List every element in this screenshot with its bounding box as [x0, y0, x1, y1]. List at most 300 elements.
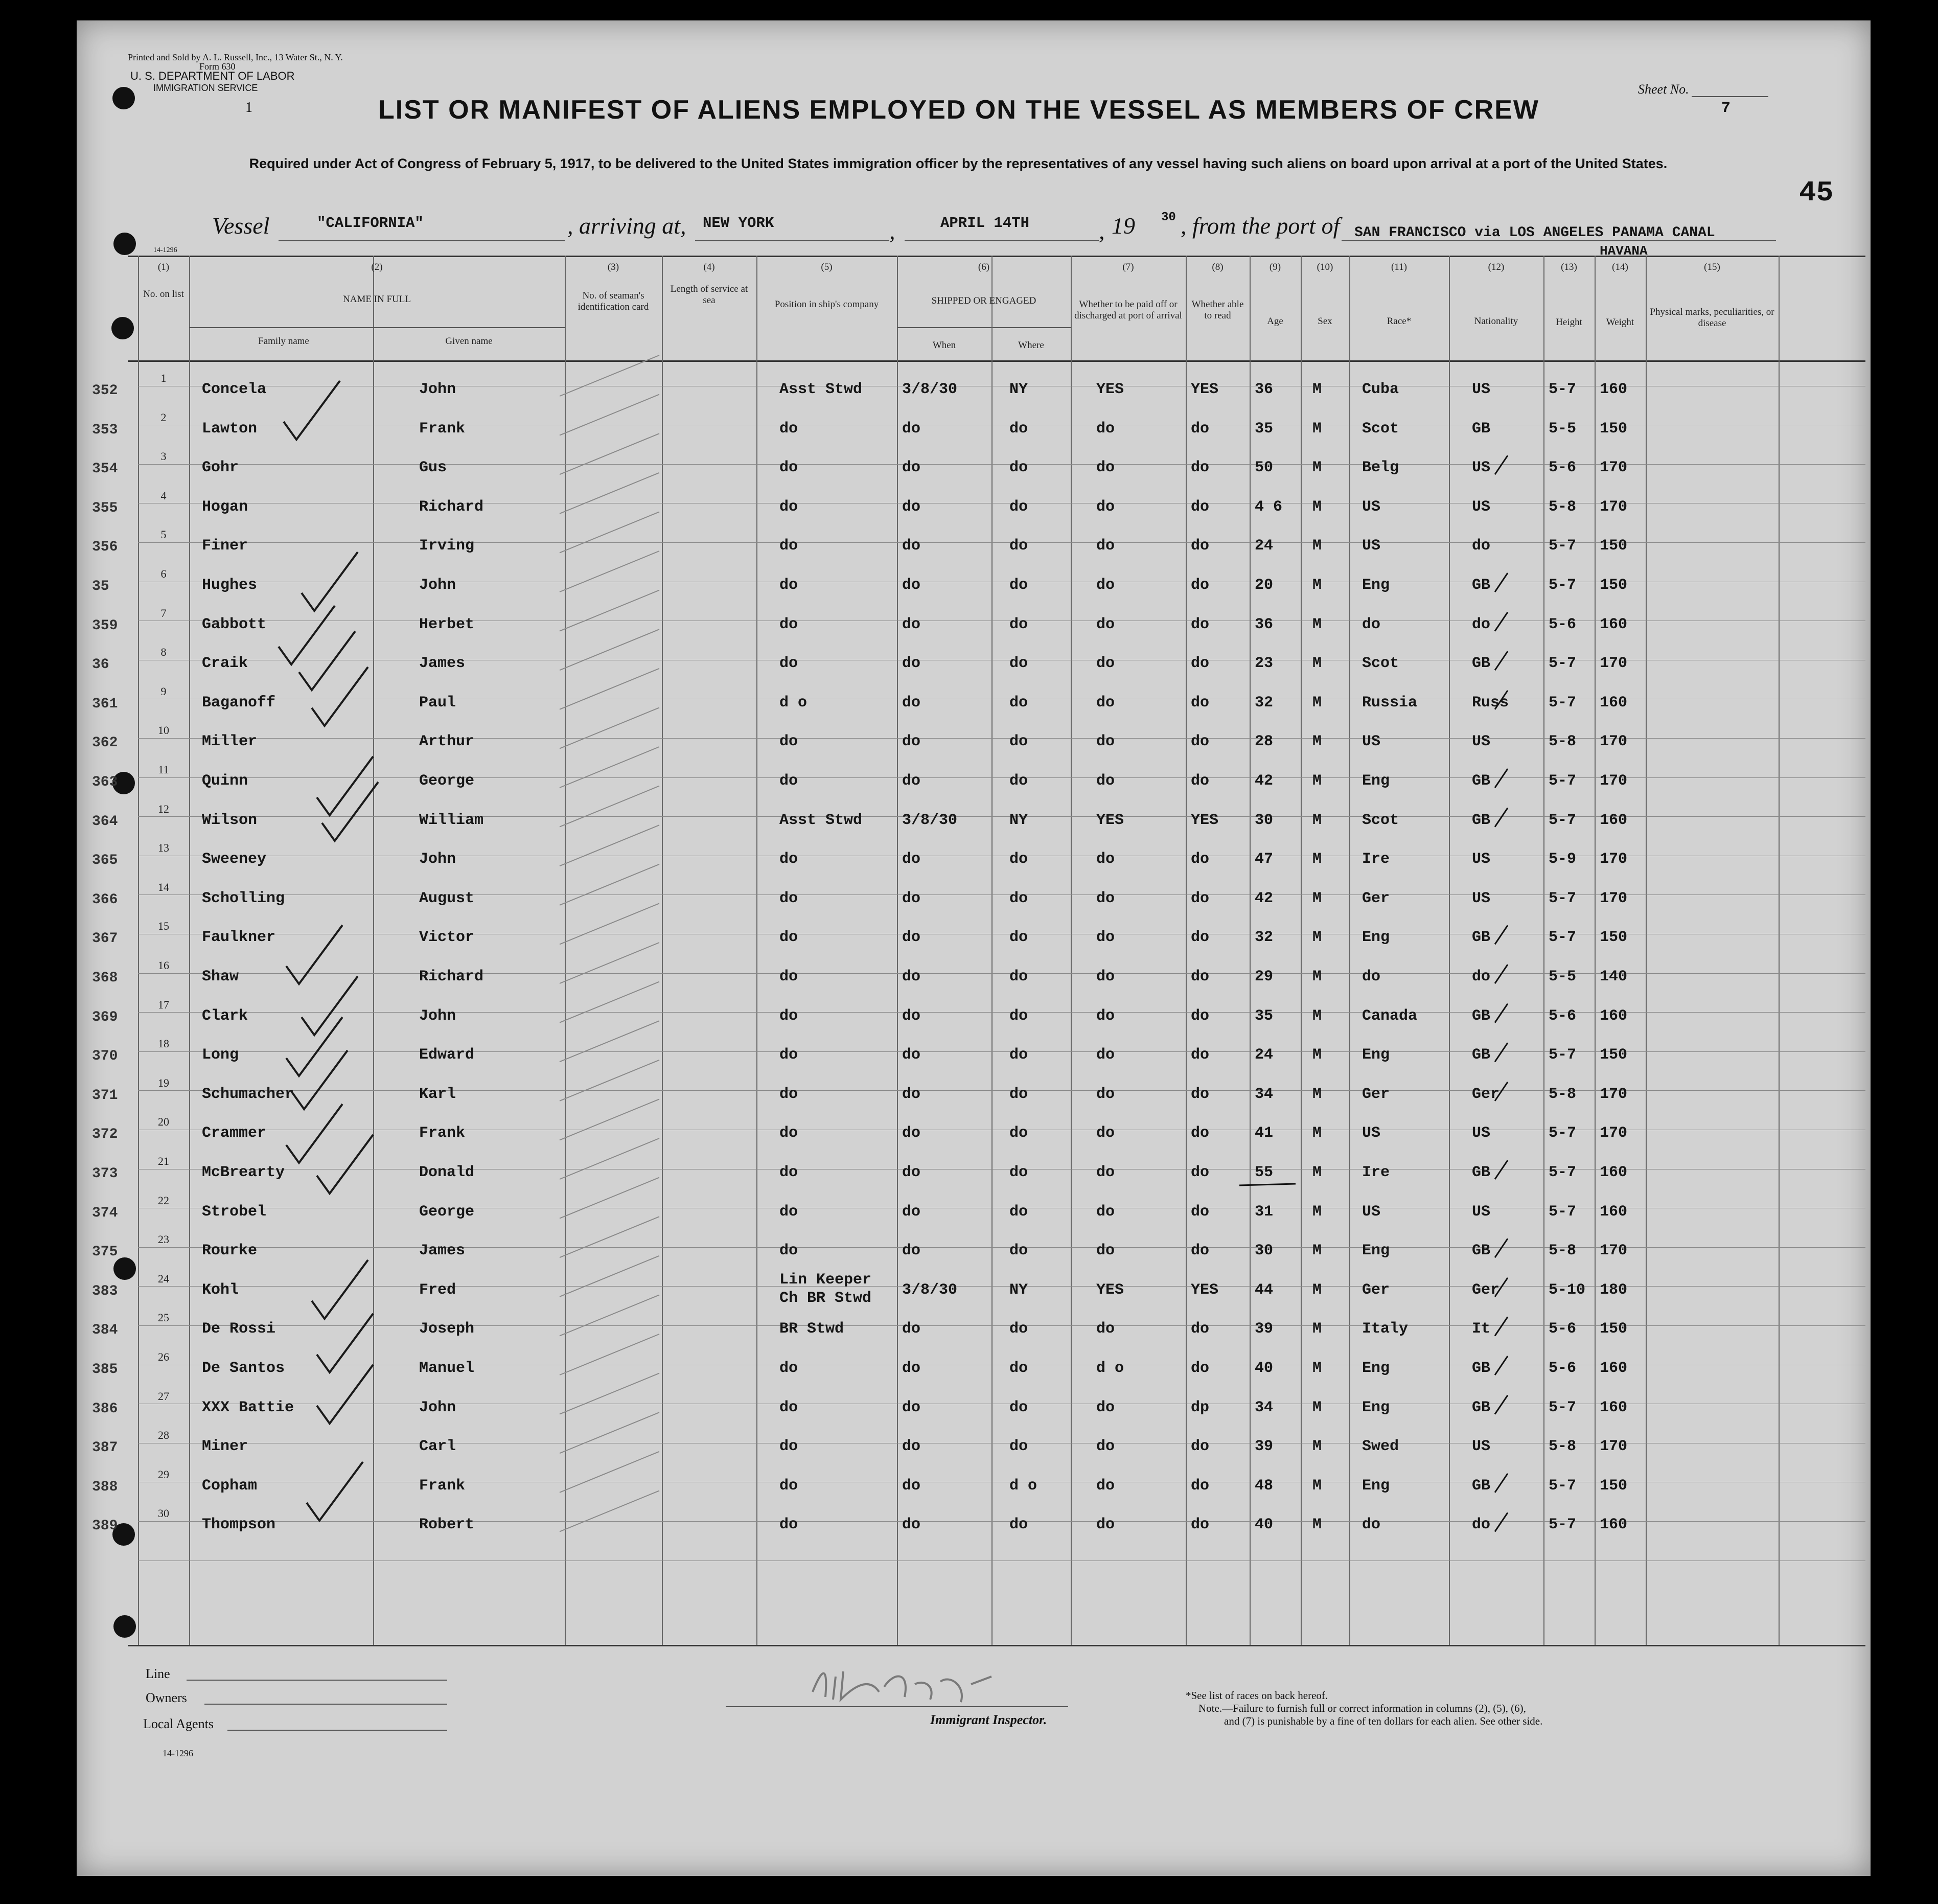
- cell-family: Rourke: [202, 1242, 258, 1260]
- cell-age: 35: [1255, 1007, 1274, 1025]
- row-annotation: 359: [92, 617, 118, 634]
- cell-nat: US: [1472, 498, 1491, 516]
- cell-where: d o: [1009, 1477, 1037, 1495]
- cell-weight: 160: [1600, 1360, 1628, 1377]
- cell-read: do: [1191, 1164, 1210, 1181]
- cell-position: do: [779, 1398, 798, 1416]
- cell-age: 4 6: [1255, 498, 1283, 516]
- cell-nat: It: [1472, 1320, 1491, 1338]
- cell-nat: do: [1472, 615, 1491, 633]
- cell-read: do: [1191, 1085, 1210, 1103]
- cell-where: do: [1009, 1438, 1028, 1456]
- cell-nat: GB: [1472, 929, 1491, 947]
- pencil-slash: [560, 982, 659, 1023]
- column-number: (14): [1612, 262, 1628, 272]
- cell-paid: do: [1096, 733, 1115, 751]
- row-number: 9: [160, 684, 167, 698]
- cell-race: US: [1362, 1203, 1381, 1221]
- cell-when: do: [902, 1125, 921, 1142]
- cell-nat: GB: [1472, 1164, 1491, 1181]
- cell-position: do: [779, 1438, 798, 1456]
- row-annotation: 368: [92, 970, 118, 986]
- cell-paid: do: [1096, 1477, 1115, 1495]
- cell-given: Joseph: [419, 1320, 475, 1338]
- cell-sex: M: [1312, 1320, 1322, 1338]
- cell-weight: 150: [1600, 1477, 1628, 1495]
- cell-where: do: [1009, 1007, 1028, 1025]
- cell-position: do: [779, 1477, 798, 1495]
- nationality-tick: [1495, 1317, 1508, 1336]
- cell-family: XXX Battie: [202, 1398, 294, 1416]
- cell-age: 34: [1255, 1398, 1274, 1416]
- pencil-slash: [560, 786, 659, 827]
- cell-where: do: [1009, 694, 1028, 712]
- cell-given: Frank: [419, 1477, 466, 1495]
- pencil-slash: [560, 1138, 659, 1179]
- cell-sex: M: [1312, 1046, 1322, 1064]
- cell-weight: 140: [1600, 968, 1628, 985]
- row-number: 21: [158, 1155, 169, 1167]
- cell-sex: M: [1312, 459, 1322, 477]
- pencil-slash: [560, 943, 659, 983]
- cell-weight: 170: [1600, 1085, 1628, 1103]
- age-underline: [1239, 1184, 1296, 1185]
- cell-position-2: Ch BR Stwd: [779, 1289, 872, 1307]
- row-number: 4: [160, 489, 167, 502]
- cell-sex: M: [1312, 1281, 1322, 1299]
- row-annotation: 389: [92, 1518, 118, 1534]
- cell-paid: do: [1096, 772, 1115, 790]
- cell-race: US: [1362, 733, 1381, 751]
- cell-family: Clark: [202, 1007, 248, 1025]
- nationality-tick: [1495, 1512, 1508, 1531]
- inspector-signature: [807, 1656, 1022, 1712]
- arriving-label: , arriving at,: [567, 213, 686, 239]
- cell-where: do: [1009, 1360, 1028, 1377]
- row-number: 11: [158, 763, 169, 776]
- cell-position: do: [779, 1242, 798, 1260]
- cell-when: do: [902, 968, 921, 985]
- cell-age: 50: [1255, 459, 1274, 477]
- bottom-form-code: 14-1296: [163, 1748, 193, 1758]
- cell-given: Karl: [419, 1085, 456, 1103]
- agents-label: Local Agents: [143, 1716, 214, 1731]
- cell-position: do: [779, 772, 798, 790]
- nationality-tick: [1495, 808, 1508, 827]
- cell-family: Wilson: [202, 811, 258, 829]
- row-number: 2: [160, 410, 167, 424]
- column-header: Physical marks, peculiarities, or disease: [1650, 307, 1774, 329]
- cell-weight: 160: [1600, 1007, 1628, 1025]
- cell-race: US: [1362, 537, 1381, 555]
- row-annotation: 367: [92, 931, 118, 947]
- cell-nat: US: [1472, 1203, 1491, 1221]
- column-header: Position in ship's company: [774, 299, 879, 310]
- penalty-note-1: Note.—Failure to furnish full or correct information in columns (2), (5), (6),: [1198, 1702, 1526, 1714]
- cell-position: do: [779, 1203, 798, 1221]
- cell-weight: 160: [1600, 694, 1628, 712]
- cell-age: 28: [1255, 733, 1274, 751]
- cell-position: do: [779, 1046, 798, 1064]
- cell-position: do: [779, 1360, 798, 1377]
- sheet-label: Sheet No.: [1638, 82, 1689, 97]
- pencil-slash: [560, 1412, 659, 1453]
- row-annotation: 385: [92, 1362, 118, 1378]
- cell-read: do: [1191, 1203, 1210, 1221]
- cell-read: do: [1191, 655, 1210, 673]
- cell-age: 39: [1255, 1438, 1274, 1456]
- cell-given: William: [419, 811, 484, 829]
- cell-sex: M: [1312, 577, 1322, 594]
- pencil-slash: [560, 1490, 659, 1531]
- row-annotation: 387: [92, 1440, 118, 1456]
- column-header: Weight: [1606, 317, 1634, 328]
- nationality-tick: [1495, 1356, 1508, 1375]
- cell-sex: M: [1312, 733, 1322, 751]
- cell-family: Gohr: [202, 459, 239, 477]
- cell-given: Irving: [419, 537, 475, 555]
- nationality-tick: [1495, 455, 1508, 474]
- cell-weight: 160: [1600, 381, 1628, 398]
- cell-paid: do: [1096, 851, 1115, 868]
- cell-read: YES: [1191, 811, 1219, 829]
- page-subtitle: Required under Act of Congress of February 5, 1917, to be delivered to the United States immigration officer by the representatives of any vessel having such aliens on board upon arrival at a port of the United States.: [249, 156, 1668, 171]
- nationality-tick: [1495, 965, 1508, 983]
- cell-where: do: [1009, 772, 1028, 790]
- pencil-slash: [560, 433, 659, 474]
- races-note: *See list of races on back hereof.: [1186, 1689, 1328, 1702]
- cell-weight: 180: [1600, 1281, 1628, 1299]
- cell-family: Hogan: [202, 498, 248, 516]
- cell-weight: 170: [1600, 655, 1628, 673]
- cell-nat: Russ: [1472, 694, 1509, 712]
- cell-nat: Ger: [1472, 1281, 1500, 1299]
- cell-when: do: [902, 1007, 921, 1025]
- cell-read: do: [1191, 459, 1210, 477]
- column-header: Race*: [1387, 316, 1412, 327]
- cell-age: 40: [1255, 1360, 1274, 1377]
- cell-nat: GB: [1472, 1477, 1491, 1495]
- cell-given: August: [419, 889, 475, 907]
- row-number: 1: [160, 372, 167, 384]
- cell-age: 29: [1255, 968, 1274, 985]
- cell-position: do: [779, 929, 798, 947]
- cell-sex: M: [1312, 1438, 1322, 1456]
- row-annotation: 388: [92, 1479, 118, 1495]
- row-annotation: 374: [92, 1205, 118, 1221]
- cell-paid: do: [1096, 1242, 1115, 1260]
- cell-position: do: [779, 968, 798, 985]
- cell-sex: M: [1312, 655, 1322, 673]
- cell-height: 5-7: [1549, 889, 1577, 907]
- cell-height: 5-5: [1549, 968, 1577, 985]
- row-number: 30: [158, 1507, 169, 1520]
- cell-family: Schumacher: [202, 1085, 294, 1103]
- cell-paid: do: [1096, 420, 1115, 438]
- cell-read: do: [1191, 1242, 1210, 1260]
- from-port-2: HAVANA: [1600, 243, 1648, 259]
- cell-sex: M: [1312, 1242, 1322, 1260]
- nationality-tick: [1495, 1278, 1508, 1297]
- cell-weight: 170: [1600, 1125, 1628, 1142]
- family-name-header: Family name: [258, 336, 309, 347]
- when-header: When: [932, 340, 956, 351]
- row-annotation: 352: [92, 383, 118, 399]
- cell-nat: GB: [1472, 1398, 1491, 1416]
- cell-weight: 170: [1600, 733, 1628, 751]
- cell-given: John: [419, 381, 456, 398]
- row-annotation: 375: [92, 1244, 118, 1260]
- nationality-tick: [1495, 691, 1508, 709]
- cell-read: do: [1191, 1438, 1210, 1456]
- comma-1: ,: [889, 218, 895, 244]
- cell-position: do: [779, 420, 798, 438]
- check-mark: [322, 782, 378, 841]
- cell-nat: US: [1472, 459, 1491, 477]
- cell-sex: M: [1312, 1203, 1322, 1221]
- cell-given: John: [419, 1398, 456, 1416]
- nationality-tick: [1495, 651, 1508, 670]
- cell-sex: M: [1312, 811, 1322, 829]
- cell-height: 5-8: [1549, 1242, 1577, 1260]
- cell-race: Eng: [1362, 1046, 1390, 1064]
- cell-height: 5-7: [1549, 537, 1577, 555]
- cell-age: 44: [1255, 1281, 1274, 1299]
- pencil-slash: [560, 864, 659, 905]
- cell-family: Faulkner: [202, 929, 276, 947]
- cell-when: do: [902, 1242, 921, 1260]
- column-number: (8): [1212, 262, 1224, 272]
- cell-nat: US: [1472, 1125, 1491, 1142]
- cell-weight: 150: [1600, 929, 1628, 947]
- corner-mark: 1: [245, 100, 252, 116]
- cell-read: do: [1191, 889, 1210, 907]
- printer-line: Printed and Sold by A. L. Russell, Inc., 13 Water St., N. Y.: [128, 52, 343, 62]
- pencil-slash: [560, 1334, 659, 1375]
- cell-nat: GB: [1472, 1360, 1491, 1377]
- inspector-underline: [726, 1706, 1068, 1707]
- cell-where: do: [1009, 1242, 1028, 1260]
- check-mark: [312, 667, 368, 726]
- row-annotation: 369: [92, 1009, 118, 1025]
- column-number: (1): [157, 262, 170, 272]
- cell-race: Eng: [1362, 1242, 1390, 1260]
- cell-height: 5-9: [1549, 851, 1577, 868]
- row-number: 29: [158, 1467, 169, 1481]
- cell-height: 5-7: [1549, 577, 1577, 594]
- cell-when: do: [902, 694, 921, 712]
- cell-age: 20: [1255, 577, 1274, 594]
- cell-when: do: [902, 889, 921, 907]
- column-header: Nationality: [1474, 316, 1518, 327]
- cell-nat: GB: [1472, 420, 1491, 438]
- cell-given: Robert: [419, 1516, 475, 1534]
- column-number: (12): [1488, 262, 1505, 272]
- cell-sex: M: [1312, 968, 1322, 985]
- cell-given: John: [419, 851, 456, 868]
- cell-height: 5-7: [1549, 811, 1577, 829]
- line-underline: [187, 1680, 447, 1681]
- cell-given: George: [419, 1203, 475, 1221]
- page-title: LIST OR MANIFEST OF ALIENS EMPLOYED ON THE VESSEL AS MEMBERS OF CREW: [378, 95, 1539, 125]
- cell-nat: US: [1472, 733, 1491, 751]
- pencil-slash: [560, 903, 659, 944]
- cell-given: Edward: [419, 1046, 475, 1064]
- cell-race: Eng: [1362, 577, 1390, 594]
- cell-family: De Santos: [202, 1360, 285, 1377]
- row-number: 10: [158, 724, 169, 737]
- cell-given: Carl: [419, 1438, 456, 1456]
- cell-when: do: [902, 1203, 921, 1221]
- cell-paid: do: [1096, 459, 1115, 477]
- cell-weight: 150: [1600, 1046, 1628, 1064]
- cell-height: 5-8: [1549, 1085, 1577, 1103]
- cell-where: do: [1009, 577, 1028, 594]
- column-header: NAME IN FULL: [343, 294, 411, 305]
- cell-paid: d o: [1096, 1360, 1124, 1377]
- cell-where: do: [1009, 1203, 1028, 1221]
- cell-given: George: [419, 772, 475, 790]
- year-suffix: 30: [1161, 211, 1176, 224]
- cell-paid: do: [1096, 889, 1115, 907]
- arrival-date: APRIL 14TH: [940, 215, 1030, 232]
- cell-position: do: [779, 1125, 798, 1142]
- cell-sex: M: [1312, 1477, 1322, 1495]
- row-number: 3: [160, 450, 167, 463]
- cell-sex: M: [1312, 1085, 1322, 1103]
- cell-family: Scholling: [202, 889, 285, 907]
- check-mark: [317, 756, 373, 815]
- cell-when: do: [902, 577, 921, 594]
- cell-race: do: [1362, 968, 1381, 985]
- cell-position: do: [779, 459, 798, 477]
- cell-position: do: [779, 537, 798, 555]
- cell-position: Asst Stwd: [779, 811, 863, 829]
- cell-where: do: [1009, 1398, 1028, 1416]
- cell-where: do: [1009, 1320, 1028, 1338]
- service-label: IMMIGRATION SERVICE: [153, 83, 258, 93]
- pencil-slash: [560, 1217, 659, 1257]
- cell-position: do: [779, 655, 798, 673]
- cell-height: 5-8: [1549, 498, 1577, 516]
- cell-race: Eng: [1362, 1360, 1390, 1377]
- cell-family: Baganoff: [202, 694, 276, 712]
- cell-age: 32: [1255, 694, 1274, 712]
- vessel-name: "CALIFORNIA": [317, 215, 424, 232]
- row-number: 23: [158, 1233, 169, 1246]
- row-number: 17: [158, 998, 169, 1011]
- cell-family: Gabbott: [202, 615, 267, 633]
- cell-weight: 170: [1600, 851, 1628, 868]
- cell-read: do: [1191, 420, 1210, 438]
- cell-sex: M: [1312, 1007, 1322, 1025]
- cell-height: 5-7: [1549, 1046, 1577, 1064]
- cell-given: Victor: [419, 929, 475, 947]
- cell-weight: 160: [1600, 811, 1628, 829]
- cell-nat: GB: [1472, 1242, 1491, 1260]
- check-mark: [286, 925, 342, 984]
- check-mark: [302, 552, 358, 611]
- cell-nat: do: [1472, 537, 1491, 555]
- cell-paid: do: [1096, 537, 1115, 555]
- cell-position: Asst Stwd: [779, 381, 863, 398]
- row-number: 7: [160, 606, 167, 620]
- year-prefix: 19: [1112, 213, 1135, 239]
- cell-family: Miner: [202, 1438, 248, 1456]
- cell-given: Fred: [419, 1281, 456, 1299]
- cell-race: US: [1362, 1125, 1381, 1142]
- pencil-slash: [560, 747, 659, 788]
- pencil-slash: [560, 1099, 659, 1140]
- row-number: 6: [160, 567, 167, 580]
- cell-sex: M: [1312, 772, 1322, 790]
- cell-where: do: [1009, 537, 1028, 555]
- cell-read: do: [1191, 1125, 1210, 1142]
- pencil-slash: [560, 1256, 659, 1297]
- cell-paid: do: [1096, 498, 1115, 516]
- nationality-tick: [1495, 1004, 1508, 1023]
- cell-paid: do: [1096, 1203, 1115, 1221]
- cell-paid: do: [1096, 1007, 1115, 1025]
- cell-race: Ger: [1362, 889, 1390, 907]
- cell-where: do: [1009, 733, 1028, 751]
- row-number: 14: [158, 880, 169, 893]
- cell-sex: M: [1312, 420, 1322, 438]
- cell-race: Italy: [1362, 1320, 1409, 1338]
- row-annotation: 356: [92, 539, 118, 556]
- cell-where: do: [1009, 851, 1028, 868]
- cell-nat: GB: [1472, 1046, 1491, 1064]
- column-number: (11): [1391, 262, 1407, 272]
- cell-nat: US: [1472, 889, 1491, 907]
- cell-given: James: [419, 1242, 466, 1260]
- check-mark: [312, 1260, 368, 1319]
- row-annotation: 384: [92, 1322, 118, 1339]
- check-mark: [317, 1135, 373, 1194]
- cell-read: do: [1191, 498, 1210, 516]
- cell-paid: do: [1096, 1516, 1115, 1534]
- row-annotation: 383: [92, 1283, 118, 1299]
- cell-weight: 160: [1600, 1398, 1628, 1416]
- nationality-tick: [1495, 1395, 1508, 1414]
- cell-family: Sweeney: [202, 851, 267, 868]
- row-annotation: 354: [92, 461, 118, 477]
- cell-read: do: [1191, 851, 1210, 868]
- cell-where: do: [1009, 1046, 1028, 1064]
- cell-when: do: [902, 1516, 921, 1534]
- cell-where: NY: [1009, 1281, 1028, 1299]
- cell-nat: GB: [1472, 1007, 1491, 1025]
- cell-given: John: [419, 577, 456, 594]
- cell-given: James: [419, 655, 466, 673]
- cell-nat: GB: [1472, 577, 1491, 594]
- row-annotation: 366: [92, 891, 118, 908]
- cell-position: do: [779, 733, 798, 751]
- cell-height: 5-7: [1549, 1164, 1577, 1181]
- row-annotation: 361: [92, 696, 118, 712]
- cell-height: 5-6: [1549, 1320, 1577, 1338]
- cell-read: do: [1191, 1360, 1210, 1377]
- cell-where: do: [1009, 889, 1028, 907]
- cell-sex: M: [1312, 498, 1322, 516]
- cell-where: do: [1009, 1164, 1028, 1181]
- cell-when: do: [902, 772, 921, 790]
- arriving-port: NEW YORK: [703, 215, 774, 232]
- check-mark: [286, 1104, 342, 1163]
- cell-read: do: [1191, 968, 1210, 985]
- cell-age: 41: [1255, 1125, 1274, 1142]
- cell-family: De Rossi: [202, 1320, 276, 1338]
